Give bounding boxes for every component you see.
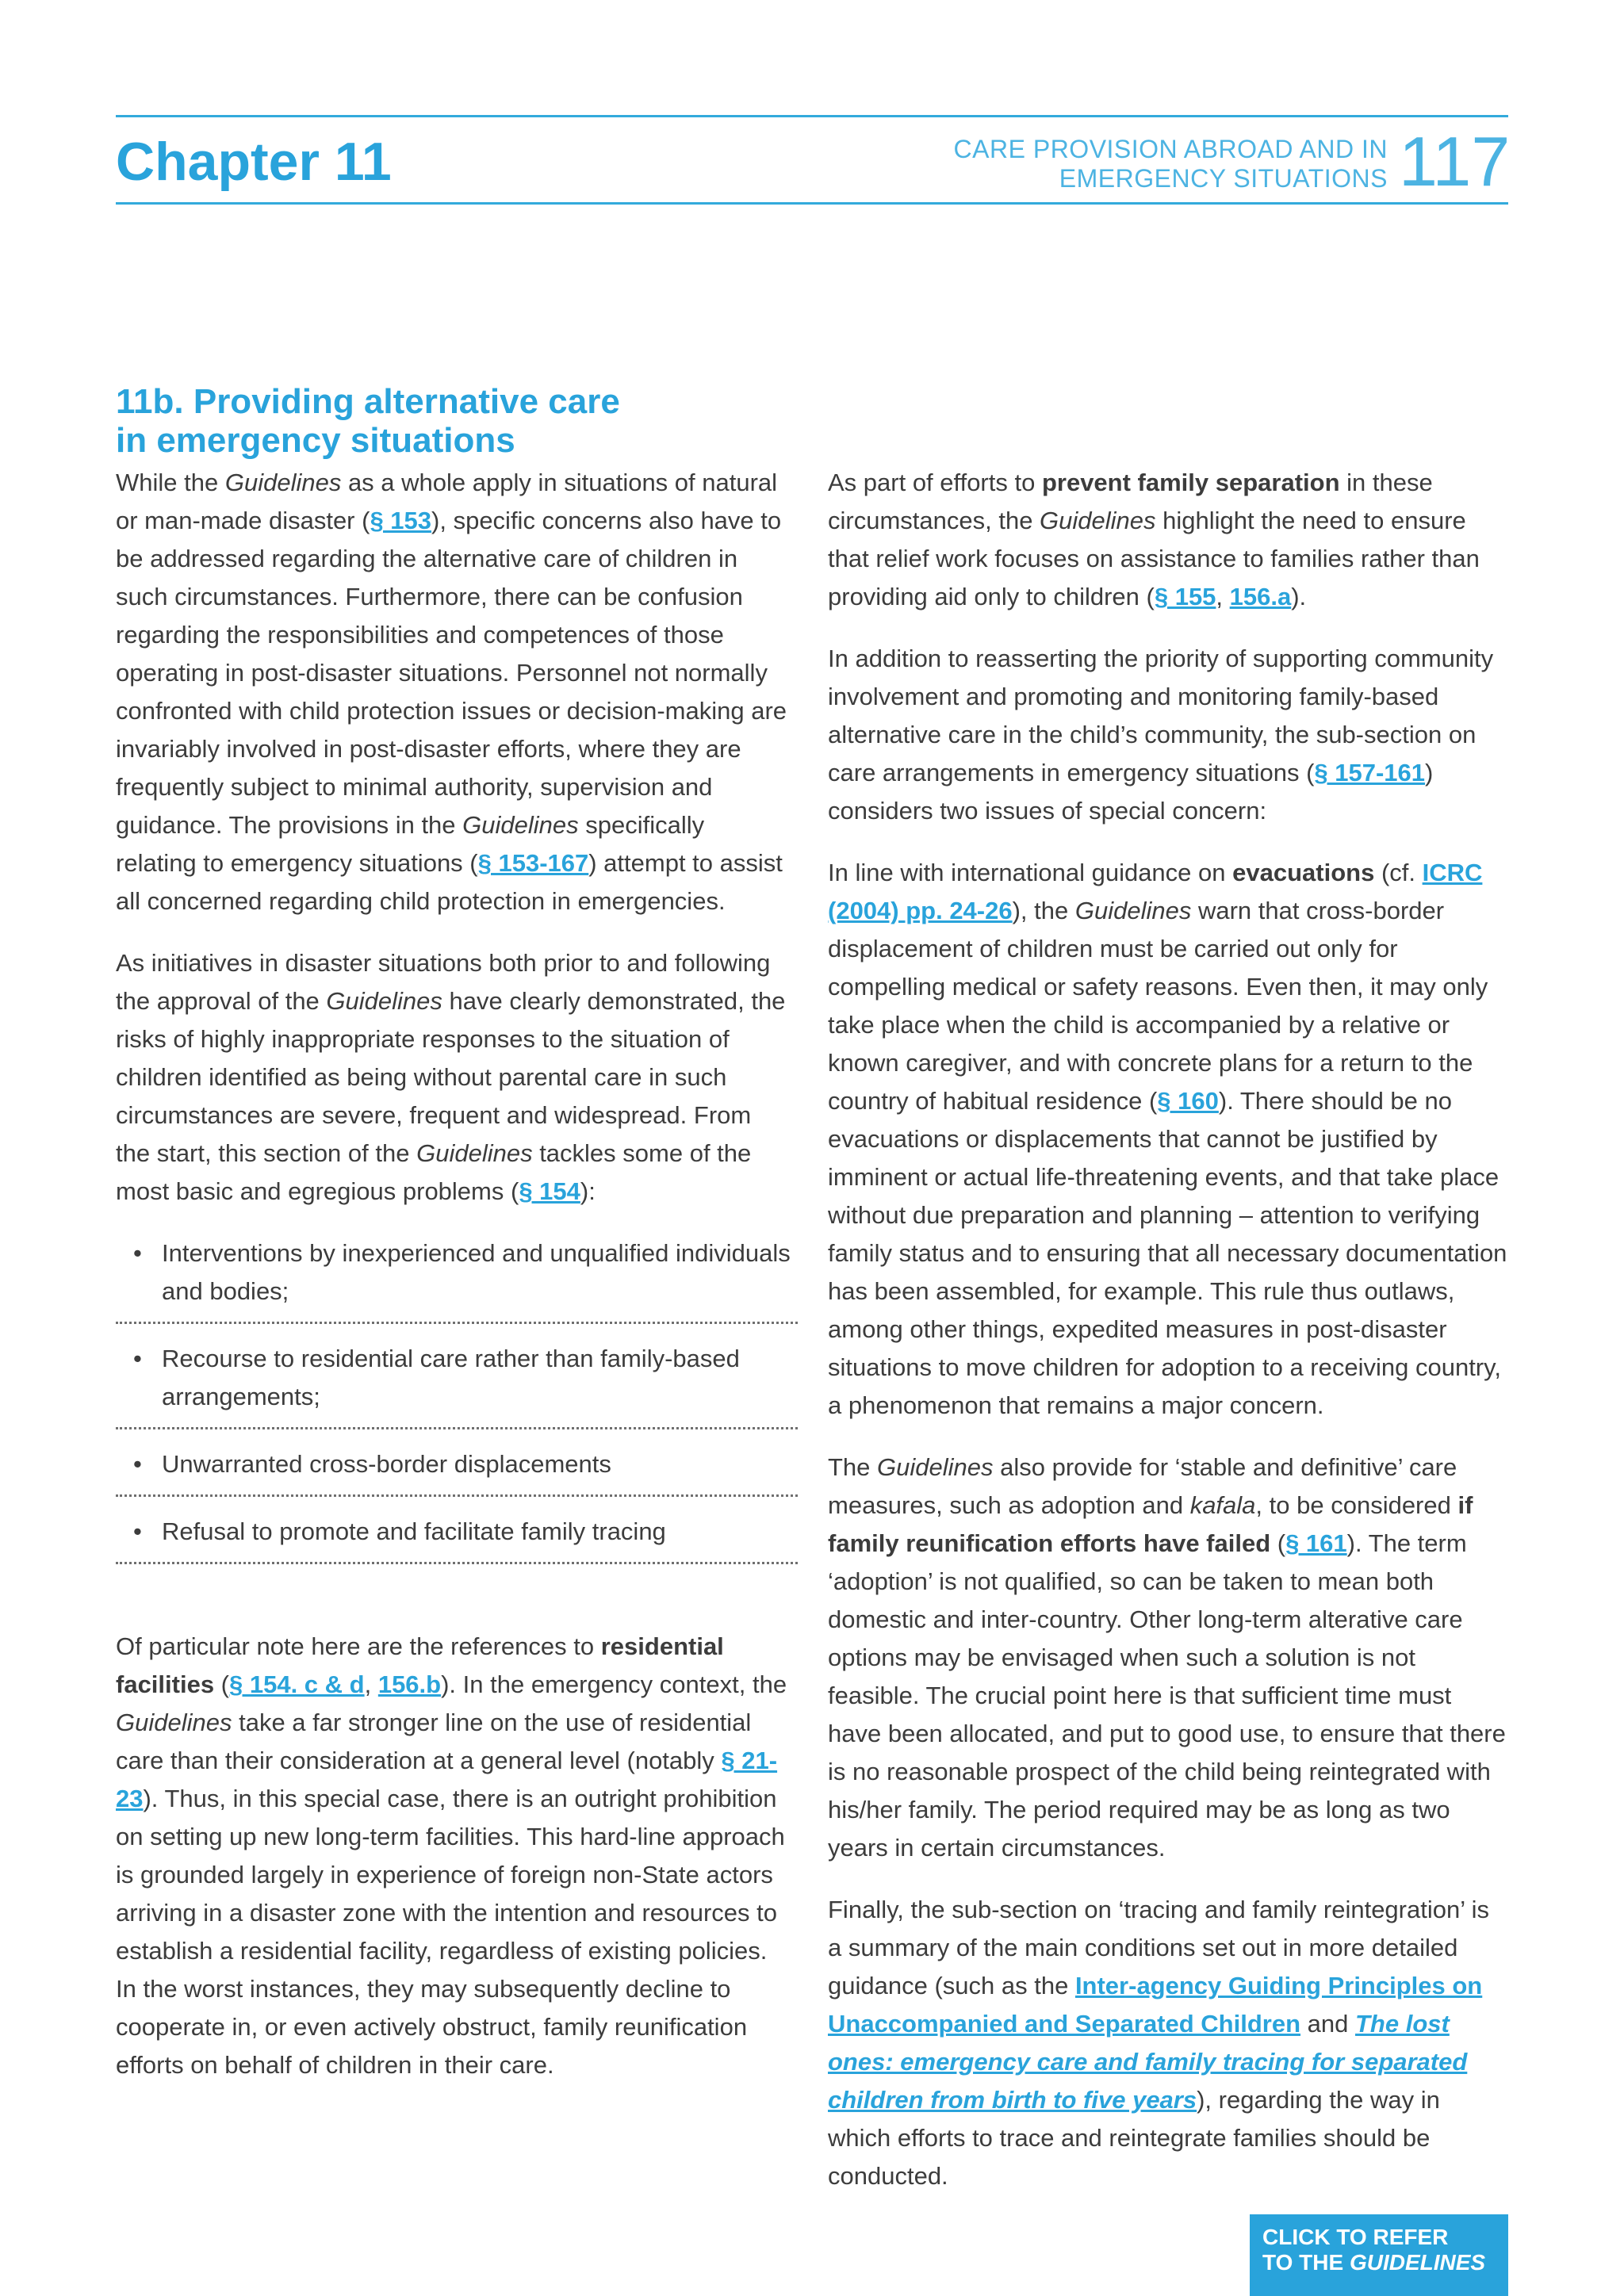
text-run: ,	[364, 1670, 378, 1698]
text-run: ), regarding the way in which efforts to trace and reintegrate families should be conducted.	[828, 2086, 1440, 2190]
text-run: In line with international guidance on	[828, 859, 1233, 886]
right-column	[828, 464, 1508, 2219]
text-run: TO THE	[1262, 2250, 1350, 2275]
right-paragraph-3	[828, 854, 1508, 1425]
link-section-156-b[interactable]: 156.b	[377, 1670, 442, 1698]
text-run: and	[1300, 2010, 1355, 2038]
text-run: As initiatives in disaster situations both prior to and following the approval of the	[116, 949, 771, 1015]
problem-list	[116, 1234, 798, 1564]
refer-button-line-2	[1262, 2250, 1508, 2275]
list-item: • Unwarranted cross-border displacements	[116, 1445, 798, 1497]
text-run: ). Thus, in this special case, there is an outright prohibition on setting up new long-term facilities. This hard-line approach is grounded largely in experience of foreign non-State actors arriving in a disaster zone with the intention and resources to establish a residential facility, regardless of existing policies. In the worst instances, they may subsequently decline to cooperate in, or even actively obstruct, family reunification efforts on behalf of children in their care.	[116, 1785, 785, 2079]
running-title	[954, 135, 1388, 193]
text-run: The	[828, 1453, 878, 1481]
link-section-155[interactable]: § 155	[1154, 583, 1216, 610]
link-icrc-2004[interactable]: ICRC (2004) pp. 24-26	[828, 859, 1483, 924]
link-section-157-161[interactable]: § 157-161	[1314, 759, 1426, 786]
right-paragraph-1	[828, 464, 1508, 616]
chapter-title: Chapter 11	[116, 132, 392, 192]
right-paragraph-2	[828, 640, 1508, 830]
emphasis-guidelines: Guidelines	[116, 1709, 232, 1736]
text-run: ), specific concerns also have to be addressed regarding the alternative care of children in such circumstances. Furthermore, there can be confusion regarding the responsibilities and competences of those operating in post-disaster situations. Personnel not normally confronted with child protection issues or decision-making are invariably involved in post-disaster efforts, where they are frequently subject to minimal authority, supervision and guidance. The provisions in the	[116, 507, 787, 839]
emphasis-guidelines: Guidelines	[877, 1453, 994, 1481]
strong-residential-facilities: residential facilities	[116, 1632, 724, 1698]
text-run: have clearly demonstrated, the risks of highly inappropriate responses to the situation of children identified as being without parental care in such circumstances are severe, frequent and widespread. From the start, this section of the	[116, 987, 786, 1167]
text-run: (cf.	[1374, 859, 1423, 886]
link-interagency-guiding-principles[interactable]: Inter-agency Guiding Principles on Unaccompanied and Separated Children	[828, 1972, 1483, 2038]
emphasis-guidelines: Guidelines	[1074, 897, 1192, 924]
text-run: specifically relating to emergency situations (	[116, 811, 705, 877]
left-paragraph-3	[116, 1628, 791, 2084]
left-paragraph-1	[116, 464, 791, 920]
list-item: • Refusal to promote and facilitate family tracing	[116, 1513, 798, 1564]
emphasis-guidelines: Guidelines	[326, 987, 442, 1015]
left-column	[116, 464, 791, 2108]
text-run: take a far stronger line on the use of residential care than their consideration at a general level (notably	[116, 1709, 752, 1774]
strong-reunification-failed: if family reunification efforts have failed	[828, 1491, 1473, 1557]
right-paragraph-5	[828, 1891, 1508, 2195]
text-run: As part of efforts to	[828, 469, 1042, 496]
text-run: In addition to reasserting the priority of supporting community involvement and promoting and monitoring family-based alternative care in the child’s community, the sub-section on care arrangements in emergency situations (	[828, 645, 1494, 786]
refer-button-line-1: CLICK TO REFER	[1262, 2225, 1449, 2249]
text-run: (	[214, 1670, 229, 1698]
emphasis-guidelines: Guidelines	[1040, 507, 1156, 534]
strong-prevent-family-separation: prevent family separation	[1041, 469, 1340, 496]
text-run: ). There should be no evacuations or displacements that cannot be justified by imminent or actual life-threatening events, and that take place without due preparation and planning – attention to verifying family status and to ensuring that all necessary documentation has been assembled, for example. This rule thus outlaws, among other things, expedited measures in post-disaster situations to move children for adoption to a receiving country, a phenomenon that remains a major concern.	[828, 1087, 1507, 1419]
text-run: ):	[580, 1177, 596, 1205]
page-number: 117	[1399, 122, 1511, 201]
text-run: ). The term ‘adoption’ is not qualified, so can be taken to mean both domestic and inter-country. Other long-term alterative care options may be envisaged when such a solution is not feasible. The crucial point here is that sufficient time must have been allocated, and put to good use, to ensure that there is no reasonable prospect of the child being reintegrated with his/her family. The period required may be as long as two years in certain circumstances.	[828, 1529, 1506, 1862]
running-title-line-1: CARE PROVISION ABROAD AND IN	[953, 135, 1388, 163]
header-top-rule	[116, 115, 1508, 117]
emphasis-guidelines: Guidelines	[416, 1139, 533, 1167]
text-run: tackles some of the most basic and egregious problems (	[116, 1139, 752, 1205]
left-paragraph-2	[116, 944, 791, 1211]
link-section-156-a[interactable]: 156.a	[1229, 583, 1292, 610]
section-heading-line-2: in emergency situations	[116, 421, 515, 460]
text-run: ) considers two issues of special concern:	[828, 759, 1434, 825]
link-section-160[interactable]: § 160	[1157, 1087, 1219, 1115]
link-section-153[interactable]: § 153	[370, 507, 432, 534]
refer-to-guidelines-button[interactable]	[1250, 2214, 1508, 2296]
header-bottom-rule	[116, 202, 1508, 205]
section-heading-line-1: 11b. Providing alternative care	[116, 382, 620, 421]
text-run: ).	[1291, 583, 1307, 610]
link-the-lost-ones[interactable]: The lost ones: emergency care and family tracing for separated children from birth to five years	[828, 2010, 1468, 2114]
list-item: • Recourse to residential care rather than family-based arrangements;	[116, 1340, 798, 1429]
text-run: highlight the need to ensure that relief work focuses on assistance to families rather than providing aid only to children (	[828, 507, 1480, 610]
text-run: in these circumstances, the	[828, 469, 1433, 534]
text-run: ). In the emergency context, the	[441, 1670, 787, 1698]
text-run: as a whole apply in situations of natural or man-made disaster (	[116, 469, 778, 534]
text-run: Finally, the sub-section on ‘tracing and family reintegration’ is a summary of the main conditions set out in more detailed guidance (such as the	[828, 1896, 1489, 1999]
list-item: • Interventions by inexperienced and unqualified individuals and bodies;	[116, 1234, 798, 1324]
emphasis-guidelines: Guidelines	[224, 469, 342, 496]
text-run: Of particular note here are the references to	[116, 1632, 601, 1660]
refer-button-guidelines: GUIDELINES	[1349, 2250, 1486, 2275]
running-title-line-2: EMERGENCY SITUATIONS	[1059, 164, 1388, 193]
text-run: ), the	[1012, 897, 1075, 924]
link-section-153-167[interactable]: § 153-167	[477, 849, 589, 877]
text-run: also provide for ‘stable and definitive’ care measures, such as adoption and	[828, 1453, 1457, 1519]
emphasis-guidelines: Guidelines	[462, 811, 579, 839]
link-section-161[interactable]: § 161	[1285, 1529, 1347, 1557]
text-run: warn that cross-border displacement of children must be carried out only for compelling medical or safety reasons. Even then, it may only take place when the child is accompanied by a relative or known caregiver, and with concrete plans for a return to the country of habitual residence (	[828, 897, 1488, 1115]
text-run: , to be considered	[1255, 1491, 1458, 1519]
link-section-154[interactable]: § 154	[519, 1177, 580, 1205]
section-heading	[116, 382, 829, 460]
emphasis-kafala: kafala	[1189, 1491, 1256, 1519]
right-paragraph-4	[828, 1448, 1508, 1867]
text-run: ,	[1216, 583, 1230, 610]
text-run: While the	[116, 469, 225, 496]
link-section-154-c-d[interactable]: § 154. c & d	[229, 1670, 365, 1698]
link-section-21-23[interactable]: § 21-23	[116, 1747, 778, 1812]
text-run: ) attempt to assist all concerned regarding child protection in emergencies.	[116, 849, 783, 915]
text-run: (	[1270, 1529, 1286, 1557]
strong-evacuations: evacuations	[1232, 859, 1375, 886]
